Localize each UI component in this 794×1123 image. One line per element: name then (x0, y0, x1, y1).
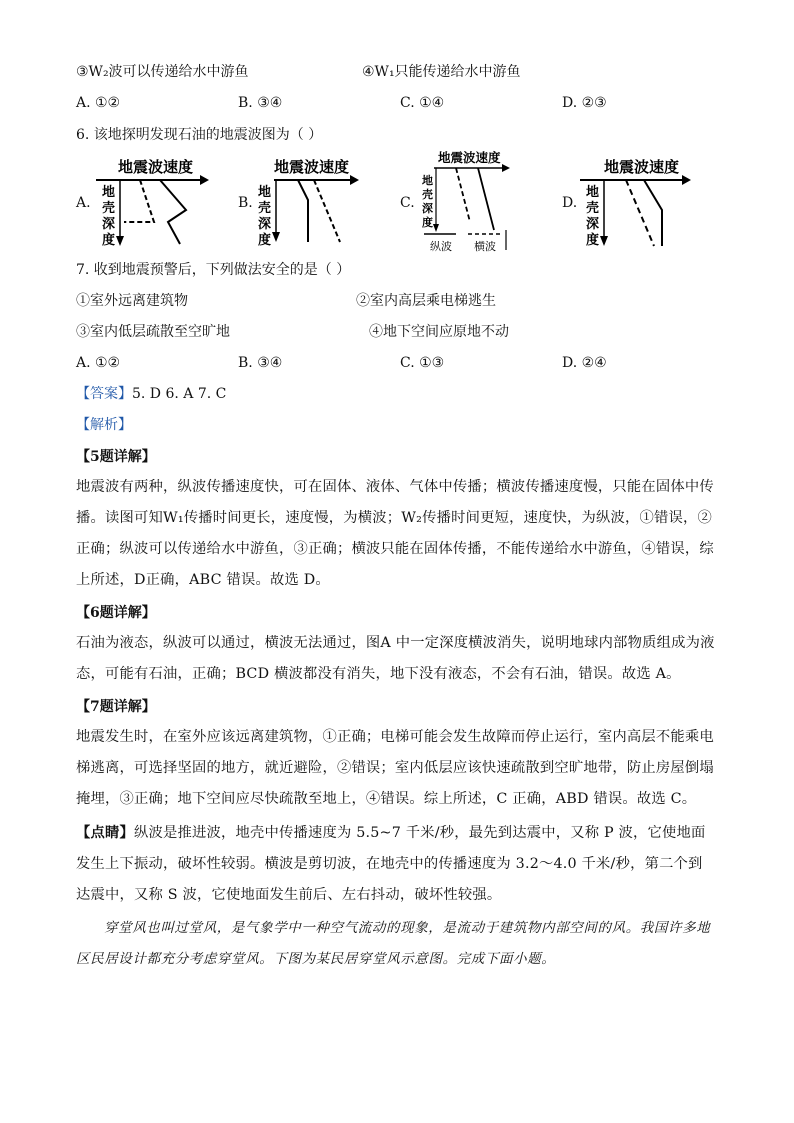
svg-text:深: 深 (102, 217, 116, 232)
diagram-d-title: 地震波速度 (604, 158, 680, 176)
q7-option-3: ③室内低层疏散至空旷地 (76, 324, 230, 340)
q7-choice-d: D. ②④ (562, 355, 607, 371)
svg-text:度: 度 (422, 216, 433, 229)
svg-text:壳: 壳 (102, 201, 116, 216)
answer-text: 5. D 6. A 7. C (132, 386, 227, 402)
svg-text:度: 度 (586, 233, 600, 248)
legend-longitudinal: 纵波 (430, 240, 452, 253)
svg-text:深: 深 (586, 217, 600, 232)
svg-text:深: 深 (258, 217, 272, 232)
svg-text:地: 地 (102, 185, 116, 200)
svg-text:壳: 壳 (258, 201, 272, 216)
q6-letter-d: D. (562, 195, 578, 211)
tip-text: 纵波是推进波，地壳中传播速度为 5.5~7 千米/秒，最先到达震中，又称 P 波，它使地面发生上下振动，破坏性较弱。横波是剪切波，在地壳中的传播速度为 3.2～4.0 千米/秒，第二个到达震中，又称 S 波，它使地面发生前后、左右抖动，破坏性较强。 (76, 825, 706, 903)
svg-text:深: 深 (422, 202, 433, 215)
diagram-a-title: 地震波速度 (118, 158, 194, 176)
svg-text:地: 地 (422, 174, 433, 187)
diagram-b (256, 150, 366, 246)
q7-stem: 7. 收到地震预警后，下列做法安全的是（ ） (76, 262, 351, 278)
tip-paragraph (76, 818, 716, 911)
q5-choice-c: C. ①④ (400, 95, 445, 111)
q5-option-3: ③W₂波可以传递给水中游鱼 (76, 64, 249, 80)
detail7-text: 地震发生时，在室外应该远离建筑物，①正确；电梯可能会发生故障而停止运行，室内高层不能乘电梯逃离，可选择坚固的地方，就近避险，②错误；室内低层应该快速疏散到空旷地带，防止房屋倒塌掩埋，③正确；地下空间应尽快疏散至地上，④错误。综上所述，C 正确，ABD 错误。故选 C。 (76, 729, 714, 807)
detail5-label: 【5题详解】 (76, 449, 156, 465)
q5-choice-a: A. ①② (76, 95, 121, 111)
detail6-label: 【6题详解】 (76, 605, 156, 621)
q6-stem: 6. 该地探明发现石油的地震波图为（ ） (76, 127, 323, 143)
diagram-c-title: 地震波速度 (438, 150, 501, 165)
q7-choice-c: C. ①③ (400, 355, 445, 371)
svg-text:壳: 壳 (586, 201, 600, 216)
q7-option-4: ④地下空间应原地不动 (369, 324, 509, 340)
svg-text:地: 地 (258, 185, 272, 200)
analysis-label: 【解析】 (76, 417, 132, 433)
q7-choice-b: B. ③④ (238, 355, 283, 371)
svg-text:壳: 壳 (422, 188, 433, 201)
tip-label: 【点睛】 (76, 825, 134, 841)
diagram-c (420, 146, 520, 256)
diagram-a (96, 150, 216, 250)
q6-letter-a: A. (76, 195, 91, 211)
legend-transverse: 横波 (474, 240, 496, 253)
q7-choice-a: A. ①② (76, 355, 121, 371)
intro-paragraph: 穿堂风也叫过堂风，是气象学中一种空气流动的现象，是流动于建筑物内部空间的风。我国许多地区民居设计都充分考虑穿堂风。下图为某民居穿堂风示意图。完成下面小题。 (76, 920, 711, 967)
q5-option-4: ④W₁只能传递给水中游鱼 (362, 64, 521, 80)
answer-line (76, 384, 226, 404)
svg-text:地: 地 (586, 185, 600, 200)
svg-text:度: 度 (258, 233, 272, 246)
q5-choice-d: D. ②③ (562, 95, 607, 111)
svg-text:度: 度 (102, 233, 116, 248)
q5-choice-b: B. ③④ (238, 95, 283, 111)
q7-option-2: ②室内高层乘电梯逃生 (356, 293, 496, 309)
detail7-label: 【7题详解】 (76, 699, 156, 715)
diagram-d (580, 150, 700, 250)
answer-label: 【答案】 (76, 386, 132, 402)
detail5-text: 地震波有两种，纵波传播速度快，可在固体、液体、气体中传播；横波传播速度慢，只能在固体中传播。读图可知W₁传播时间更长，速度慢，为横波；W₂传播时间更短，速度快，为纵波，①错误，②正确；纵波可以传递给水中游鱼，③正确；横波只能在固体传播，不能传递给水中游鱼，④错误，综上所述，D正确，ABC 错误。故选 D。 (76, 479, 714, 588)
diagram-b-title: 地震波速度 (274, 158, 350, 176)
q7-option-1: ①室外远离建筑物 (76, 293, 188, 309)
q6-letter-b: B. (238, 195, 253, 211)
q6-letter-c: C. (400, 195, 415, 211)
detail6-text: 石油为液态，纵波可以通过，横波无法通过，图A 中一定深度横波消失，说明地球内部物质组成为液态，可能有石油，正确；BCD 横波都没有消失，地下没有液态，不会有石油，错误。故选 A。 (76, 635, 715, 682)
